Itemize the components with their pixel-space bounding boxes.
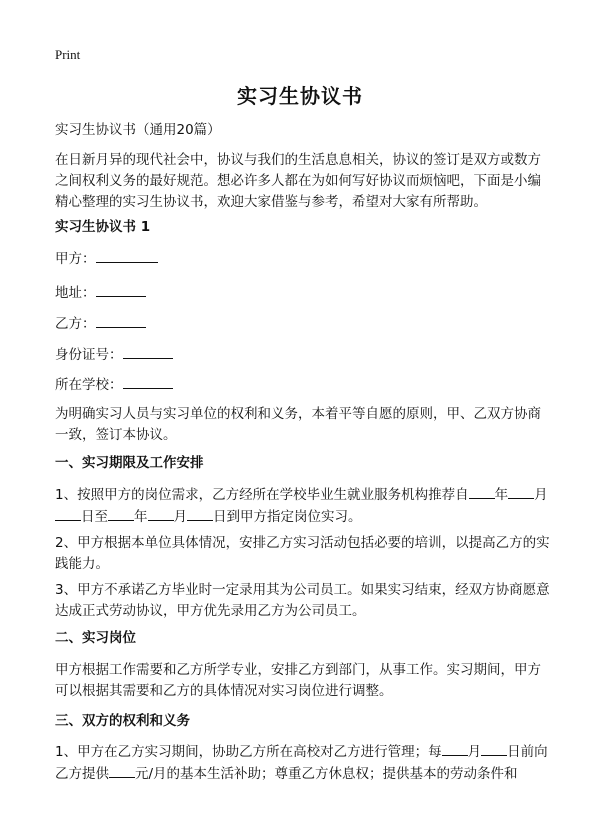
- clause-1-1-text-d: 日至: [81, 509, 108, 525]
- id-number-field: [55, 344, 550, 366]
- document-subtitle: 实习生协议书（通用20篇）: [55, 122, 221, 138]
- clause-1-1-text-f: 月: [173, 509, 187, 525]
- end-day-blank: [187, 506, 213, 521]
- clause-1-1-text-b: 年: [494, 487, 509, 503]
- clause-3-1-text-d: 元/月的基本生活补助；尊重乙方休息权；提供基本的劳动条件和: [135, 766, 518, 782]
- clause-1-2: 2、甲方根据本单位具体情况，安排乙方实习活动包括必要的培训，以提高乙方的实践能力。: [55, 535, 550, 572]
- clause-1-1: [55, 484, 550, 528]
- school-label: 所在学校：: [55, 377, 123, 393]
- party-b-label: 乙方：: [55, 316, 96, 332]
- address-label: 地址：: [55, 285, 96, 301]
- clause-3-1-text-b: 月: [467, 744, 482, 760]
- year-blank: [469, 484, 495, 499]
- print-link[interactable]: Print: [55, 47, 81, 62]
- month-blank: [508, 484, 534, 499]
- pay-day-blank: [481, 741, 507, 756]
- clause-2: 甲方根据工作需要和乙方所学专业，安排乙方到部门，从事工作。实习期间，甲方可以根据其需要和乙方的具体情况对实习岗位进行调整。: [55, 662, 541, 699]
- clause-3-1: [55, 741, 550, 785]
- party-a-blank: [96, 248, 158, 263]
- heading-term-and-work: 一、实习期限及工作安排: [55, 455, 204, 471]
- address-blank: [96, 282, 146, 297]
- intro-paragraph: 在日新月异的现代社会中，协议与我们的生活息息相关，协议的签订是双方或数方之间权利义务的最好规范。想必许多人都在为如何写好协议而烦恼吧，下面是小编精心整理的实习生协议书，欢迎大家借鉴与参考，希望对大家有所帮助。: [55, 152, 541, 210]
- heading-internship-position: 二、实习岗位: [55, 630, 136, 646]
- clause-1-1-text-e: 年: [134, 509, 148, 525]
- day-blank: [55, 506, 81, 521]
- clause-1-1-text-a: 1、按照甲方的岗位需求，乙方经所在学校毕业生就业服务机构推荐自: [55, 487, 469, 503]
- party-a-field: [55, 248, 550, 270]
- clause-3-1-text-a: 1、甲方在乙方实习期间，协助乙方所在高校对乙方进行管理；每: [55, 744, 442, 760]
- end-month-blank: [148, 506, 174, 521]
- party-b-field: [55, 313, 550, 335]
- id-number-blank: [123, 344, 173, 359]
- clause-1-1-text-c: 月: [534, 487, 548, 503]
- school-blank: [123, 374, 173, 389]
- party-a-label: 甲方：: [55, 251, 96, 267]
- clause-1-1-text-g: 日到甲方指定岗位实习。: [213, 509, 362, 525]
- preamble-paragraph: 为明确实习人员与实习单位的权利和义务，本着平等自愿的原则，甲、乙双方协商一致，签订本协议。: [55, 406, 541, 443]
- allowance-blank: [109, 763, 135, 778]
- clause-3-1-text-c: 日前向乙方提供: [55, 744, 548, 782]
- school-field: [55, 374, 550, 396]
- clause-1-3: 3、甲方不承诺乙方毕业时一定录用其为公司员工。如果实习结束，经双方协商愿意达成正式劳动协议，甲方优先录用乙方为公司员工。: [55, 582, 550, 619]
- document-title: 实习生协议书: [237, 84, 363, 108]
- id-number-label: 身份证号：: [55, 347, 123, 363]
- section-title: 实习生协议书 1: [55, 219, 151, 235]
- address-field: [55, 282, 550, 304]
- pay-month-blank: [442, 741, 468, 756]
- end-year-blank: [108, 506, 134, 521]
- heading-rights-and-obligations: 三、双方的权利和义务: [55, 713, 190, 729]
- party-b-blank: [96, 313, 146, 328]
